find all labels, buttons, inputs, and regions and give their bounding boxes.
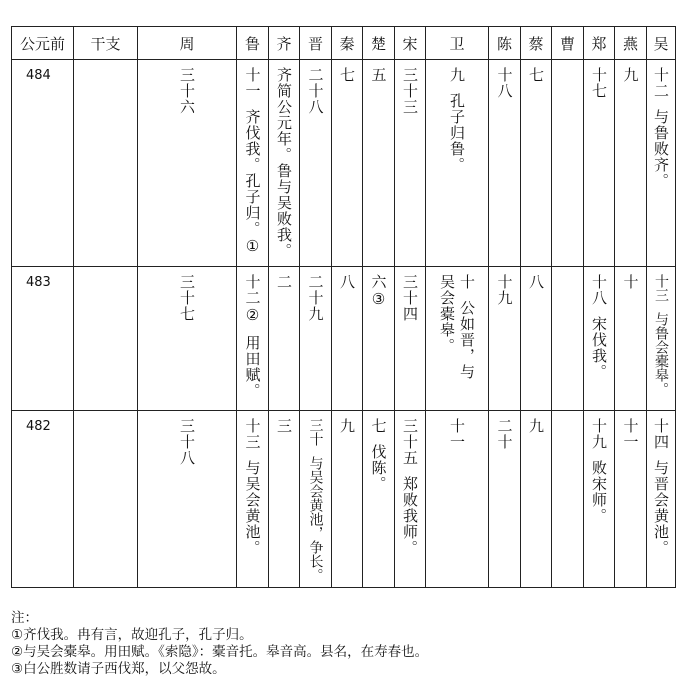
header-qin: 秦 [332,27,363,60]
cell-year: 482 [12,411,74,588]
footnote-3: ③白公胜数请子西伐郑，以父怨故。 [11,661,226,677]
header-lu: 鲁 [237,27,269,60]
cell-lu: 十二②用田赋。 [237,267,269,411]
cell-cai: 八 [521,267,552,411]
cell-qi: 二 [269,267,300,411]
cell-qin: 七 [332,60,363,267]
cell-zhou: 三十八 [138,411,237,588]
cell-jin: 二十九 [300,267,332,411]
cell-zheng: 十八宋伐我。 [584,267,615,411]
cell-zhou: 三十六 [138,60,237,267]
chronicle-table [11,26,676,588]
header-yan: 燕 [615,27,647,60]
header-zhou: 周 [138,27,237,60]
cell-song: 三十三 [395,60,426,267]
cell-cao [552,411,584,588]
cell-year: 483 [12,267,74,411]
cell-zheng: 十九败宋师。 [584,411,615,588]
cell-chen: 二十 [489,411,521,588]
footnote-1: ①齐伐我。冉有言，故迎孔子，孔子归。 [11,627,253,643]
cell-lu: 十一齐伐我。孔子归。① [237,60,269,267]
header-wei: 卫 [426,27,489,60]
header-cao: 曹 [552,27,584,60]
cell-cai: 七 [521,60,552,267]
cell-ganzhi [74,411,138,588]
table-row [12,60,676,267]
cell-year: 484 [12,60,74,267]
header-song: 宋 [395,27,426,60]
cell-wei: 九孔子归鲁。 [426,60,489,267]
cell-chu: 五 [363,60,395,267]
cell-qin: 九 [332,411,363,588]
cell-lu: 十三与吴会黄池。 [237,411,269,588]
table-row [12,267,676,411]
cell-yan: 十 [615,267,647,411]
header-chen: 陈 [489,27,521,60]
cell-jin: 三十与吴会黄池，争长。 [300,411,332,588]
cell-wu: 十三与鲁会橐皋。 [647,267,676,411]
footnote-2: ②与吴会橐皋。用田赋。《索隐》：橐音托。皋音高。县名，在寿春也。 [11,644,429,660]
cell-cao [552,60,584,267]
cell-chen: 十九 [489,267,521,411]
cell-zheng: 十七 [584,60,615,267]
cell-yan: 十一 [615,411,647,588]
cell-chen: 十八 [489,60,521,267]
cell-chu: 六③ [363,267,395,411]
cell-qi: 三 [269,411,300,588]
cell-qin: 八 [332,267,363,411]
cell-chu: 七伐陈。 [363,411,395,588]
cell-wu: 十四与晋会黄池。 [647,411,676,588]
cell-wu: 十二与鲁败齐。 [647,60,676,267]
header-chu: 楚 [363,27,395,60]
cell-ganzhi [74,267,138,411]
header-ganzhi: 干支 [74,27,138,60]
header-qi: 齐 [269,27,300,60]
cell-wei: 十一 [426,411,489,588]
cell-cao [552,267,584,411]
header-row [12,27,676,60]
cell-song: 三十四 [395,267,426,411]
footnotes [11,610,428,678]
header-cai: 蔡 [521,27,552,60]
cell-song: 三十五郑败我师。 [395,411,426,588]
cell-jin: 二十八 [300,60,332,267]
header-wu: 吴 [647,27,676,60]
cell-ganzhi [74,60,138,267]
cell-yan: 九 [615,60,647,267]
table-row [12,411,676,588]
cell-qi: 齐简公元年。鲁与吴败我。 [269,60,300,267]
cell-cai: 九 [521,411,552,588]
cell-zhou: 三十七 [138,267,237,411]
footnotes-heading: 注： [11,610,38,626]
header-year: 公元前 [12,27,74,60]
header-zheng: 郑 [584,27,615,60]
cell-wei: 十公如晋，与吴会橐皋。 [426,267,489,411]
header-jin: 晋 [300,27,332,60]
